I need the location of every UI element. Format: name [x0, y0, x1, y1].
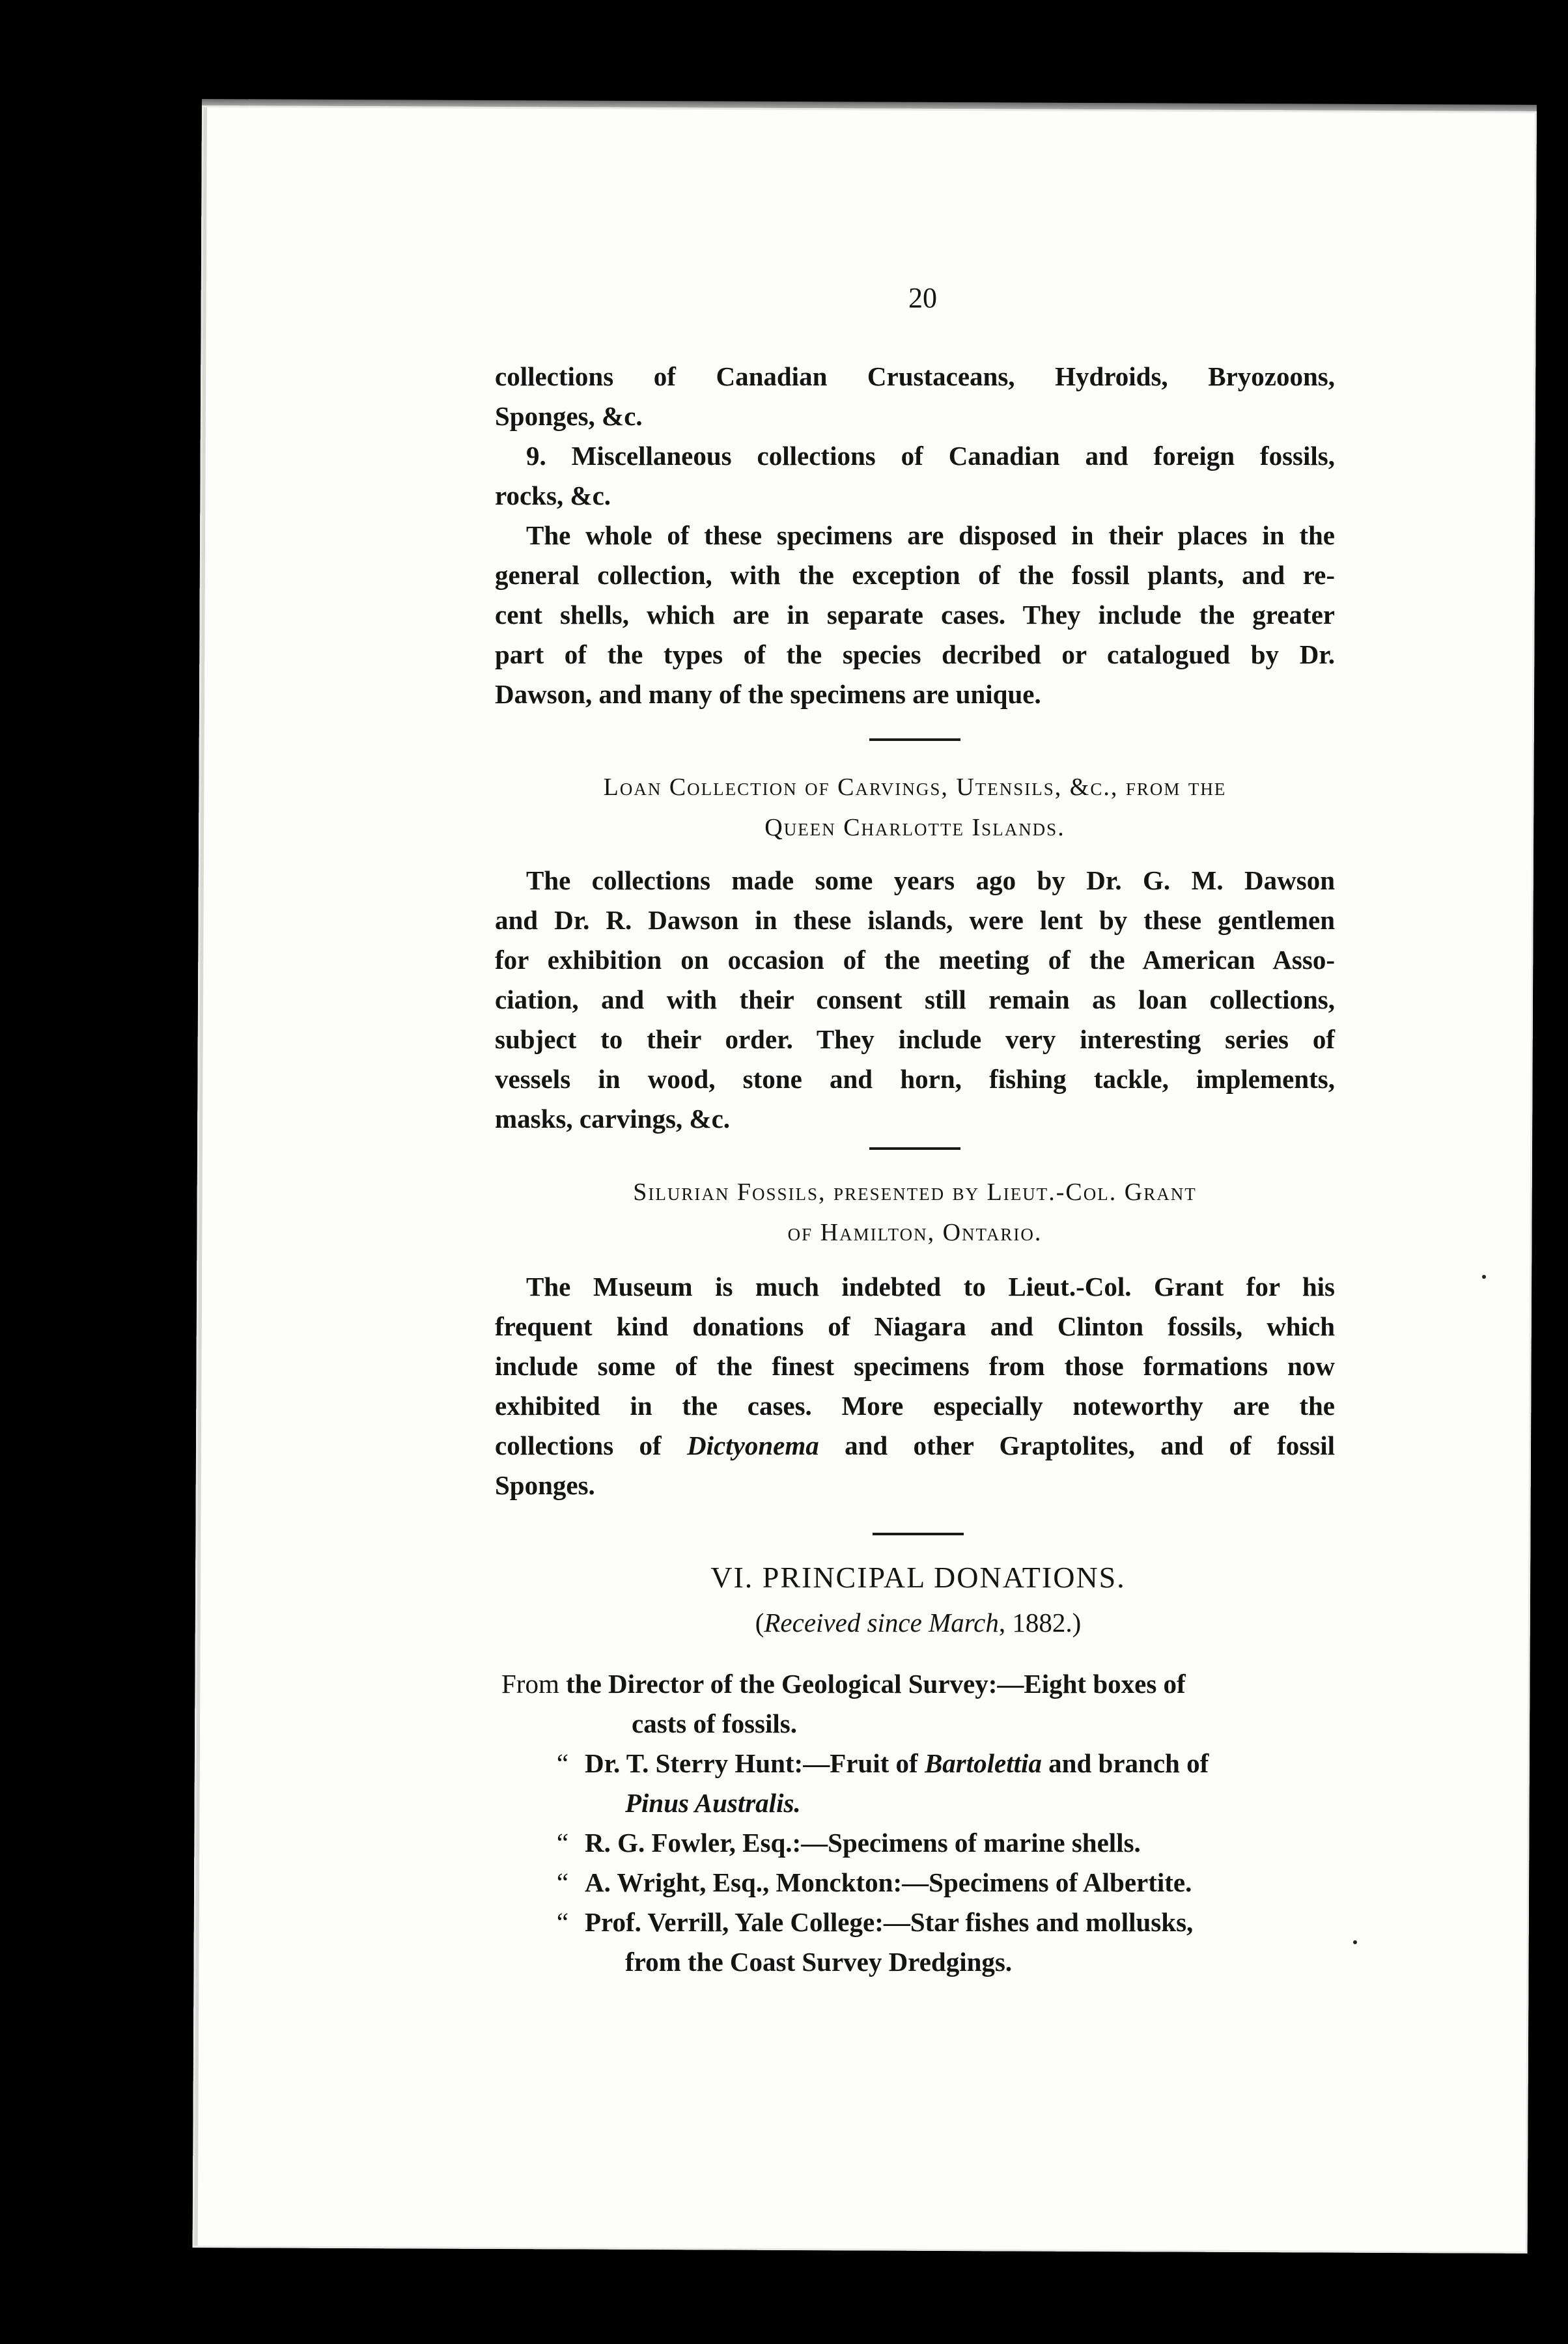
- loan-line-6: vessels in wood, stone and horn, fishing tackle, implements,: [495, 1064, 1335, 1094]
- donation-verrill-text: Prof. Verrill, Yale College:—Star fishes and mollusks,: [585, 1907, 1194, 1937]
- donation-entry-fowler: [501, 1823, 1393, 1863]
- loan-line-4: ciation, and with their consent still remain as loan collections,: [495, 984, 1335, 1014]
- principal-donations-title: VI. PRINCIPAL DONATIONS.: [710, 1561, 1126, 1594]
- loan-collection-paragraph: [495, 861, 1335, 1139]
- donations-subtitle-rest: , 1882.): [998, 1608, 1082, 1638]
- page-number: 20: [908, 282, 937, 314]
- silurian-heading-line-2: of Hamilton, Ontario.: [787, 1219, 1043, 1246]
- donation-verrill-row: [540, 1903, 1393, 1942]
- loan-line-1: The collections made some years ago by Dr. G. M. Dawson: [526, 865, 1335, 895]
- pinus-australis-italic: Pinus Australis.: [625, 1788, 801, 1818]
- silurian-line-1: The Museum is much indebted to Lieut.-Col. Grant for his: [526, 1272, 1335, 1302]
- donation-entry-director: [501, 1664, 1354, 1744]
- donation-director-row: [501, 1664, 1354, 1704]
- item-9-paragraph: [495, 436, 1335, 516]
- silurian-line-2: frequent kind donations of Niagara and Clinton fossils, which: [495, 1311, 1335, 1341]
- donation-hunt-row: [540, 1744, 1393, 1783]
- donation-prefix-from: From: [501, 1669, 559, 1699]
- donation-entry-hunt: [501, 1744, 1393, 1823]
- ditto-mark: “: [556, 1828, 569, 1858]
- section-divider-rule: [873, 1533, 964, 1535]
- whole-line-2: general collection, with the exception of the fossil plants, and re-: [495, 560, 1335, 590]
- whole-line-3: cent shells, which are in separate cases. They include the greater: [495, 600, 1335, 630]
- silurian-line-5-a: collections of: [495, 1430, 688, 1460]
- donation-hunt-text-a: Dr. T. Sterry Hunt:—Fruit of: [585, 1748, 925, 1778]
- donations-subtitle-italic: Received since March: [764, 1608, 999, 1638]
- donation-verrill-continuation: from the Coast Survey Dredgings.: [625, 1947, 1013, 1977]
- whole-line-1: The whole of these specimens are disposed in their places in the: [526, 520, 1335, 550]
- silurian-line-5-b: and other Graptolites, and of fossil: [819, 1430, 1335, 1460]
- item-9-line-2: rocks, &c.: [495, 481, 611, 510]
- loan-collection-heading: [495, 767, 1335, 848]
- donation-director-text: the Director of the Geological Survey:—Eight boxes of: [566, 1669, 1186, 1699]
- ditto-mark: “: [556, 1907, 569, 1937]
- ditto-mark: “: [556, 1867, 569, 1897]
- loan-heading-line-2: Queen Charlotte Islands.: [764, 814, 1065, 841]
- ditto-mark: “: [556, 1748, 569, 1778]
- whole-line-5: Dawson, and many of the specimens are unique.: [495, 679, 1041, 709]
- item-9-line-1: 9. Miscellaneous collections of Canadian and foreign fossils,: [526, 441, 1335, 471]
- section-divider-rule: [869, 738, 960, 741]
- intro-line-2: Sponges, &c.: [495, 401, 643, 431]
- silurian-fossils-heading: [495, 1172, 1335, 1253]
- donation-entry-wright: [501, 1863, 1393, 1903]
- donation-director-continuation: casts of fossils.: [632, 1709, 797, 1738]
- silurian-line-6: Sponges.: [495, 1470, 595, 1500]
- loan-line-2: and Dr. R. Dawson in these islands, were lent by these gentlemen: [495, 905, 1335, 935]
- loan-line-5: subject to their order. They include very interesting series of: [495, 1024, 1335, 1054]
- loan-heading-line-1: Loan Collection of Carvings, Utensils, &c., from the: [603, 774, 1227, 801]
- silurian-line-3: include some of the finest specimens from those formations now: [495, 1351, 1335, 1381]
- donation-fowler-text: R. G. Fowler, Esq.:—Specimens of marine shells.: [585, 1828, 1141, 1858]
- loan-line-7: masks, carvings, &c.: [495, 1104, 731, 1134]
- donations-subtitle: [495, 1607, 1341, 1638]
- silurian-line-4: exhibited in the cases. More especially noteworthy are the: [495, 1391, 1335, 1421]
- loan-line-3: for exhibition on occasion of the meeting of the American Asso-: [495, 945, 1335, 975]
- intro-paragraph: [495, 357, 1335, 436]
- intro-line-1: collections of Canadian Crustaceans, Hydroids, Bryozoons,: [495, 361, 1335, 391]
- whole-line-4: part of the types of the species decribed or catalogued by Dr.: [495, 639, 1335, 669]
- silurian-paragraph: [495, 1267, 1335, 1505]
- donation-fowler-row: [540, 1823, 1393, 1863]
- dictyonema-italic: Dictyonema: [687, 1430, 819, 1460]
- donation-wright-row: [540, 1863, 1393, 1903]
- whole-specimens-paragraph: [495, 516, 1335, 714]
- section-divider-rule: [869, 1147, 960, 1150]
- scan-speck: [1482, 1275, 1486, 1279]
- donation-entry-verrill: [501, 1903, 1393, 1982]
- silurian-heading-line-1: Silurian Fossils, presented by Lieut.-Col. Grant: [633, 1179, 1197, 1206]
- scan-speck: [1353, 1940, 1357, 1944]
- donations-subtitle-open: (: [755, 1608, 764, 1638]
- donation-hunt-text-b: and branch of: [1041, 1748, 1209, 1778]
- donation-wright-text: A. Wright, Esq., Monckton:—Specimens of Albertite.: [585, 1867, 1192, 1897]
- silurian-line-5: [495, 1426, 1335, 1466]
- bartolettia-italic: Bartolettia: [924, 1748, 1042, 1778]
